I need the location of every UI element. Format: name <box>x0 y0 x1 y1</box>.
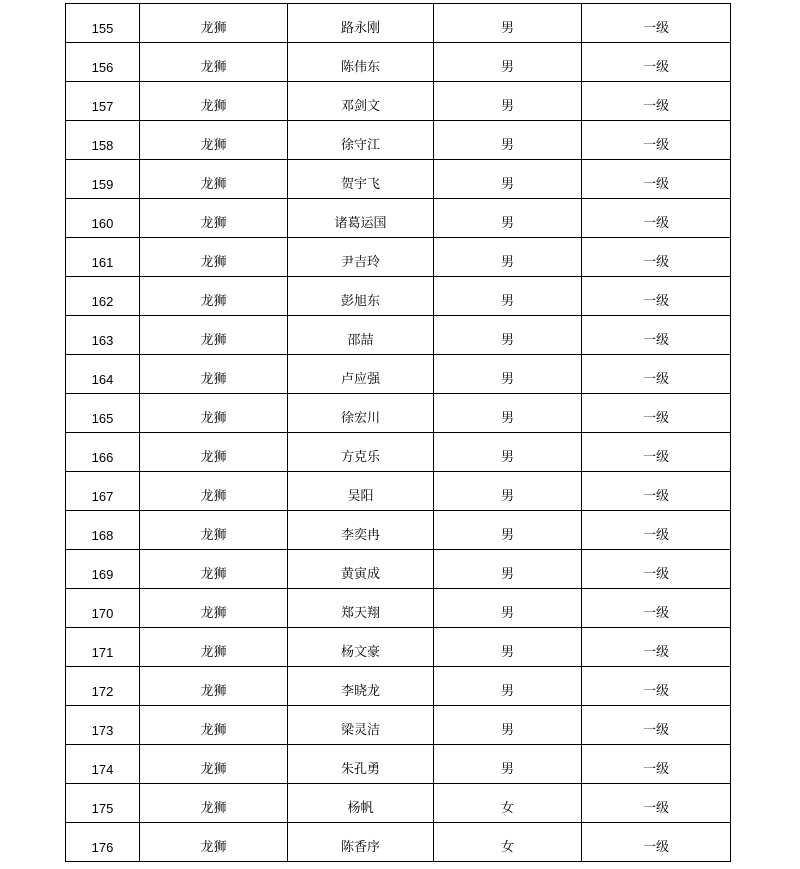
unit-cell <box>140 160 288 199</box>
name-text: 贺宇飞 <box>340 176 380 192</box>
level-text: 一级 <box>642 254 669 270</box>
name-text: 邓剑文 <box>340 98 380 114</box>
level-text: 一级 <box>642 605 669 621</box>
roster-table <box>65 3 731 862</box>
row-number-cell <box>66 550 140 589</box>
level-cell <box>582 628 731 667</box>
level-text: 一级 <box>642 59 669 75</box>
gender-cell <box>434 121 582 160</box>
name-cell <box>288 316 434 355</box>
gender-cell <box>434 823 582 862</box>
name-text: 朱孔勇 <box>340 761 380 777</box>
row-number-cell <box>66 706 140 745</box>
gender-text: 男 <box>500 371 514 387</box>
gender-text: 男 <box>500 488 514 504</box>
row-number: 169 <box>91 566 114 582</box>
level-cell <box>582 589 731 628</box>
unit-text: 龙狮 <box>200 605 227 621</box>
table-row <box>66 160 731 199</box>
name-text: 陈伟东 <box>340 59 380 75</box>
name-cell <box>288 706 434 745</box>
table-row <box>66 238 731 277</box>
gender-text: 男 <box>500 176 514 192</box>
unit-text: 龙狮 <box>200 527 227 543</box>
row-number: 165 <box>91 410 114 426</box>
row-number-cell <box>66 355 140 394</box>
name-cell <box>288 238 434 277</box>
unit-text: 龙狮 <box>200 371 227 387</box>
unit-cell <box>140 667 288 706</box>
name-text: 方克乐 <box>340 449 380 465</box>
row-number: 167 <box>91 488 114 504</box>
table-row <box>66 199 731 238</box>
name-text: 彭旭东 <box>340 293 380 309</box>
table-row <box>66 589 731 628</box>
unit-text: 龙狮 <box>200 293 227 309</box>
level-text: 一级 <box>642 449 669 465</box>
unit-text: 龙狮 <box>200 215 227 231</box>
row-number: 158 <box>91 137 114 153</box>
table-row <box>66 745 731 784</box>
level-text: 一级 <box>642 20 669 36</box>
name-cell <box>288 43 434 82</box>
name-text: 黄寅成 <box>340 566 380 582</box>
name-text: 徐宏川 <box>340 410 380 426</box>
gender-cell <box>434 433 582 472</box>
unit-text: 龙狮 <box>200 761 227 777</box>
name-cell <box>288 199 434 238</box>
unit-text: 龙狮 <box>200 59 227 75</box>
name-text: 卢应强 <box>340 371 380 387</box>
table-row <box>66 628 731 667</box>
gender-text: 男 <box>500 644 514 660</box>
name-cell <box>288 784 434 823</box>
level-cell <box>582 4 731 43</box>
row-number: 173 <box>91 722 114 738</box>
table-row <box>66 433 731 472</box>
gender-text: 女 <box>500 839 514 855</box>
unit-cell <box>140 511 288 550</box>
gender-text: 男 <box>500 215 514 231</box>
unit-text: 龙狮 <box>200 410 227 426</box>
level-cell <box>582 355 731 394</box>
level-text: 一级 <box>642 176 669 192</box>
unit-text: 龙狮 <box>200 176 227 192</box>
table-row <box>66 394 731 433</box>
gender-text: 男 <box>500 527 514 543</box>
row-number: 159 <box>91 176 114 192</box>
unit-cell <box>140 238 288 277</box>
unit-cell <box>140 199 288 238</box>
gender-text: 男 <box>500 410 514 426</box>
name-cell <box>288 628 434 667</box>
gender-cell <box>434 43 582 82</box>
level-text: 一级 <box>642 644 669 660</box>
name-cell <box>288 4 434 43</box>
gender-text: 男 <box>500 722 514 738</box>
row-number: 175 <box>91 800 114 816</box>
gender-cell <box>434 82 582 121</box>
level-cell <box>582 199 731 238</box>
name-text: 杨帆 <box>347 800 374 816</box>
level-text: 一级 <box>642 293 669 309</box>
table-row <box>66 277 731 316</box>
name-text: 路永刚 <box>340 20 380 36</box>
gender-cell <box>434 160 582 199</box>
gender-text: 男 <box>500 605 514 621</box>
gender-text: 男 <box>500 98 514 114</box>
unit-cell <box>140 355 288 394</box>
gender-cell <box>434 316 582 355</box>
level-cell <box>582 472 731 511</box>
gender-cell <box>434 238 582 277</box>
level-text: 一级 <box>642 371 669 387</box>
row-number-cell <box>66 433 140 472</box>
name-text: 梁灵洁 <box>340 722 380 738</box>
row-number-cell <box>66 394 140 433</box>
level-text: 一级 <box>642 215 669 231</box>
level-cell <box>582 433 731 472</box>
level-text: 一级 <box>642 527 669 543</box>
row-number-cell <box>66 121 140 160</box>
gender-text: 女 <box>500 800 514 816</box>
gender-cell <box>434 4 582 43</box>
unit-cell <box>140 472 288 511</box>
name-text: 李奕冉 <box>340 527 380 543</box>
level-text: 一级 <box>642 761 669 777</box>
gender-cell <box>434 394 582 433</box>
unit-text: 龙狮 <box>200 449 227 465</box>
level-cell <box>582 745 731 784</box>
row-number-cell <box>66 82 140 121</box>
name-cell <box>288 589 434 628</box>
gender-text: 男 <box>500 332 514 348</box>
row-number-cell <box>66 238 140 277</box>
level-cell <box>582 823 731 862</box>
name-text: 诸葛运国 <box>334 215 387 231</box>
level-cell <box>582 316 731 355</box>
level-cell <box>582 238 731 277</box>
unit-cell <box>140 628 288 667</box>
unit-cell <box>140 550 288 589</box>
row-number-cell <box>66 823 140 862</box>
gender-text: 男 <box>500 566 514 582</box>
row-number: 161 <box>91 254 114 270</box>
gender-text: 男 <box>500 59 514 75</box>
unit-text: 龙狮 <box>200 254 227 270</box>
level-text: 一级 <box>642 137 669 153</box>
table-row <box>66 316 731 355</box>
name-text: 陈香序 <box>340 839 380 855</box>
level-cell <box>582 550 731 589</box>
name-cell <box>288 355 434 394</box>
unit-text: 龙狮 <box>200 800 227 816</box>
unit-text: 龙狮 <box>200 683 227 699</box>
unit-cell <box>140 43 288 82</box>
unit-cell <box>140 706 288 745</box>
row-number: 164 <box>91 371 114 387</box>
unit-text: 龙狮 <box>200 98 227 114</box>
unit-text: 龙狮 <box>200 839 227 855</box>
unit-cell <box>140 121 288 160</box>
row-number-cell <box>66 316 140 355</box>
level-text: 一级 <box>642 839 669 855</box>
level-text: 一级 <box>642 800 669 816</box>
unit-text: 龙狮 <box>200 722 227 738</box>
unit-cell <box>140 277 288 316</box>
table-row <box>66 706 731 745</box>
level-text: 一级 <box>642 410 669 426</box>
gender-text: 男 <box>500 20 514 36</box>
gender-cell <box>434 628 582 667</box>
table-row <box>66 784 731 823</box>
table-row <box>66 4 731 43</box>
level-cell <box>582 394 731 433</box>
row-number-cell <box>66 43 140 82</box>
row-number: 172 <box>91 683 114 699</box>
row-number: 155 <box>91 20 114 36</box>
row-number: 157 <box>91 98 114 114</box>
level-cell <box>582 706 731 745</box>
row-number: 176 <box>91 839 114 855</box>
unit-cell <box>140 316 288 355</box>
table-row <box>66 823 731 862</box>
name-cell <box>288 550 434 589</box>
row-number: 156 <box>91 59 114 75</box>
level-text: 一级 <box>642 722 669 738</box>
table-row <box>66 355 731 394</box>
row-number: 170 <box>91 605 114 621</box>
gender-cell <box>434 745 582 784</box>
gender-text: 男 <box>500 293 514 309</box>
gender-cell <box>434 277 582 316</box>
gender-text: 男 <box>500 137 514 153</box>
row-number-cell <box>66 4 140 43</box>
row-number-cell <box>66 667 140 706</box>
table-row <box>66 121 731 160</box>
gender-cell <box>434 355 582 394</box>
row-number: 163 <box>91 332 114 348</box>
unit-text: 龙狮 <box>200 137 227 153</box>
unit-text: 龙狮 <box>200 20 227 36</box>
row-number: 160 <box>91 215 114 231</box>
row-number-cell <box>66 589 140 628</box>
gender-cell <box>434 199 582 238</box>
name-text: 徐守江 <box>340 137 380 153</box>
gender-text: 男 <box>500 254 514 270</box>
roster-table-body <box>66 4 731 862</box>
name-cell <box>288 121 434 160</box>
gender-cell <box>434 511 582 550</box>
name-cell <box>288 667 434 706</box>
table-row <box>66 82 731 121</box>
name-text: 尹吉玲 <box>340 254 380 270</box>
row-number-cell <box>66 784 140 823</box>
level-cell <box>582 667 731 706</box>
name-text: 杨文豪 <box>340 644 380 660</box>
unit-text: 龙狮 <box>200 488 227 504</box>
unit-cell <box>140 823 288 862</box>
row-number-cell <box>66 160 140 199</box>
name-cell <box>288 277 434 316</box>
name-text: 郑天翔 <box>340 605 380 621</box>
name-cell <box>288 745 434 784</box>
unit-text: 龙狮 <box>200 644 227 660</box>
table-row <box>66 43 731 82</box>
unit-cell <box>140 433 288 472</box>
level-cell <box>582 784 731 823</box>
name-cell <box>288 511 434 550</box>
name-cell <box>288 82 434 121</box>
unit-cell <box>140 4 288 43</box>
unit-cell <box>140 394 288 433</box>
name-cell <box>288 394 434 433</box>
unit-cell <box>140 589 288 628</box>
gender-text: 男 <box>500 683 514 699</box>
level-cell <box>582 511 731 550</box>
level-text: 一级 <box>642 488 669 504</box>
row-number-cell <box>66 199 140 238</box>
unit-cell <box>140 82 288 121</box>
level-cell <box>582 160 731 199</box>
row-number-cell <box>66 745 140 784</box>
level-text: 一级 <box>642 566 669 582</box>
unit-text: 龙狮 <box>200 566 227 582</box>
row-number: 168 <box>91 527 114 543</box>
row-number-cell <box>66 277 140 316</box>
gender-text: 男 <box>500 449 514 465</box>
name-cell <box>288 160 434 199</box>
level-cell <box>582 43 731 82</box>
gender-cell <box>434 784 582 823</box>
row-number-cell <box>66 511 140 550</box>
row-number-cell <box>66 472 140 511</box>
level-text: 一级 <box>642 332 669 348</box>
level-cell <box>582 82 731 121</box>
unit-cell <box>140 784 288 823</box>
row-number: 171 <box>91 644 114 660</box>
name-text: 吴阳 <box>347 488 374 504</box>
table-row <box>66 511 731 550</box>
name-cell <box>288 472 434 511</box>
name-text: 李晓龙 <box>340 683 380 699</box>
gender-cell <box>434 706 582 745</box>
table-row <box>66 667 731 706</box>
name-cell <box>288 433 434 472</box>
table-row <box>66 472 731 511</box>
gender-cell <box>434 667 582 706</box>
level-text: 一级 <box>642 98 669 114</box>
gender-cell <box>434 550 582 589</box>
row-number: 174 <box>91 761 114 777</box>
gender-cell <box>434 472 582 511</box>
row-number: 162 <box>91 293 114 309</box>
name-text: 邵喆 <box>347 332 374 348</box>
level-text: 一级 <box>642 683 669 699</box>
unit-cell <box>140 745 288 784</box>
level-cell <box>582 121 731 160</box>
unit-text: 龙狮 <box>200 332 227 348</box>
gender-text: 男 <box>500 761 514 777</box>
name-cell <box>288 823 434 862</box>
level-cell <box>582 277 731 316</box>
row-number-cell <box>66 628 140 667</box>
row-number: 166 <box>91 449 114 465</box>
table-row <box>66 550 731 589</box>
gender-cell <box>434 589 582 628</box>
